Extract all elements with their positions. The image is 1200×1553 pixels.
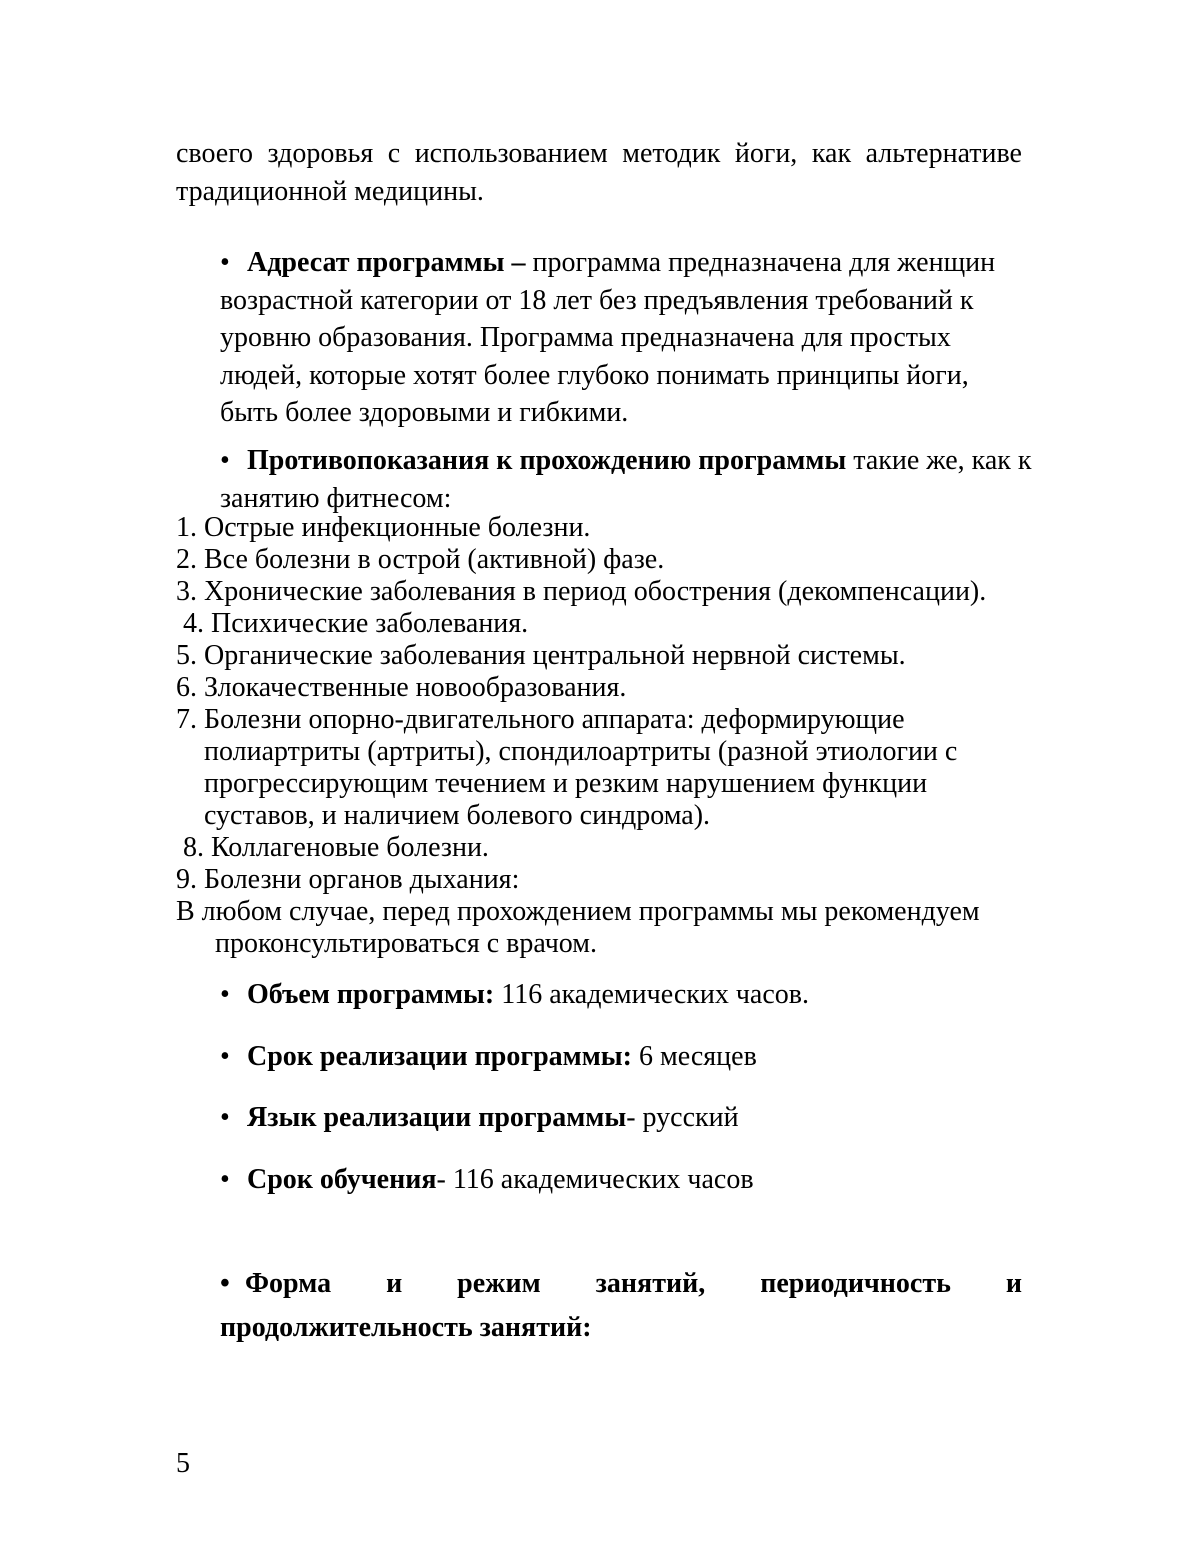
contraindications-bullet-paragraph — [176, 442, 1032, 517]
fact-duration-label: Срок реализации программы: — [247, 1041, 632, 1072]
contraindications-line-2: занятию фитнесом: — [220, 482, 452, 514]
list-item-3: 3. Хронические заболевания в период обострения (декомпенсации). — [176, 576, 987, 607]
bullet-icon: • — [220, 979, 230, 1010]
contraindications-line-1-rest: такие же, как к — [846, 445, 1032, 476]
intro-paragraph — [176, 135, 1022, 210]
fact-language-line — [176, 1102, 1022, 1134]
form-bullet-paragraph — [176, 1262, 1022, 1350]
intro-line-2: традиционной медицины. — [176, 175, 484, 207]
list-item-4: 4. Психические заболевания. — [183, 608, 529, 639]
list-item-7-line-1: 7. Болезни опорно-двигательного аппарата: деформирующие — [176, 704, 905, 735]
addressee-label: Адресат программы – — [247, 247, 526, 278]
bullet-icon: • — [220, 1268, 230, 1299]
list-item-7-line-4: суставов, и наличием болевого синдрома). — [204, 800, 711, 831]
contraindications-line-1 — [176, 442, 1032, 480]
form-line-1-text: Форма и режим занятий, периодичность и — [245, 1268, 1022, 1299]
bullet-icon: • — [220, 247, 230, 278]
addressee-line-1 — [176, 244, 1022, 282]
bullet-icon: • — [220, 1164, 230, 1195]
bullet-icon: • — [220, 1041, 230, 1072]
fact-term-label: Срок обучения — [247, 1164, 437, 1195]
list-item-7-line-3: прогрессирующим течением и резким нарушением функции — [204, 768, 928, 799]
diseases-list — [176, 512, 1022, 960]
fact-duration — [176, 1041, 1022, 1073]
fact-volume — [176, 979, 1022, 1011]
fact-term-line — [176, 1164, 1022, 1196]
note-line-1: В любом случае, перед прохождением программы мы рекомендуем — [176, 896, 980, 927]
addressee-bullet-paragraph — [176, 244, 1022, 432]
fact-duration-line — [176, 1041, 1022, 1073]
fact-volume-value: 116 академических часов. — [494, 979, 809, 1010]
fact-volume-line — [176, 979, 1022, 1011]
page-number: 5 — [176, 1448, 190, 1479]
bullet-icon: • — [220, 1102, 230, 1133]
addressee-line-2: возрастной категории от 18 лет без предъявления требований к — [220, 284, 974, 316]
fact-duration-value: 6 месяцев — [632, 1041, 757, 1072]
bullet-icon: • — [220, 445, 230, 476]
list-item-6: 6. Злокачественные новообразования. — [176, 672, 627, 703]
fact-language-label: Язык реализации программы — [247, 1102, 627, 1133]
note-line-2: проконсультироваться с врачом. — [215, 928, 597, 959]
list-item-5: 5. Органические заболевания центральной нервной системы. — [176, 640, 906, 671]
addressee-line-5: быть более здоровыми и гибкими. — [220, 397, 629, 428]
form-line-1 — [176, 1262, 1022, 1306]
fact-term — [176, 1164, 1022, 1196]
fact-volume-label: Объем программы: — [247, 979, 495, 1010]
form-line-2: продолжительность занятий: — [220, 1312, 592, 1343]
fact-language — [176, 1102, 1022, 1134]
addressee-line-4: людей, которые хотят более глубоко понимать принципы йоги, — [220, 359, 969, 391]
fact-term-value: - 116 академических часов — [436, 1164, 754, 1195]
addressee-line-3: уровню образования. Программа предназначена для простых — [220, 322, 951, 353]
fact-language-value: - русский — [626, 1102, 739, 1133]
list-item-1: 1. Острые инфекционные болезни. — [176, 512, 591, 543]
contraindications-label: Противопоказания к прохождению программы — [247, 445, 847, 476]
list-item-9: 9. Болезни органов дыхания: — [176, 864, 520, 895]
list-item-2: 2. Все болезни в острой (активной) фазе. — [176, 544, 665, 575]
list-item-7-line-2: полиартриты (артриты), спондилоартриты (разной этиологии с — [204, 736, 958, 767]
intro-line-1: своего здоровья с использованием методик йоги, как альтернативе — [176, 138, 1022, 169]
list-item-8: 8. Коллагеновые болезни. — [183, 832, 489, 863]
addressee-line-1-rest: программа предназначена для женщин — [525, 247, 996, 278]
